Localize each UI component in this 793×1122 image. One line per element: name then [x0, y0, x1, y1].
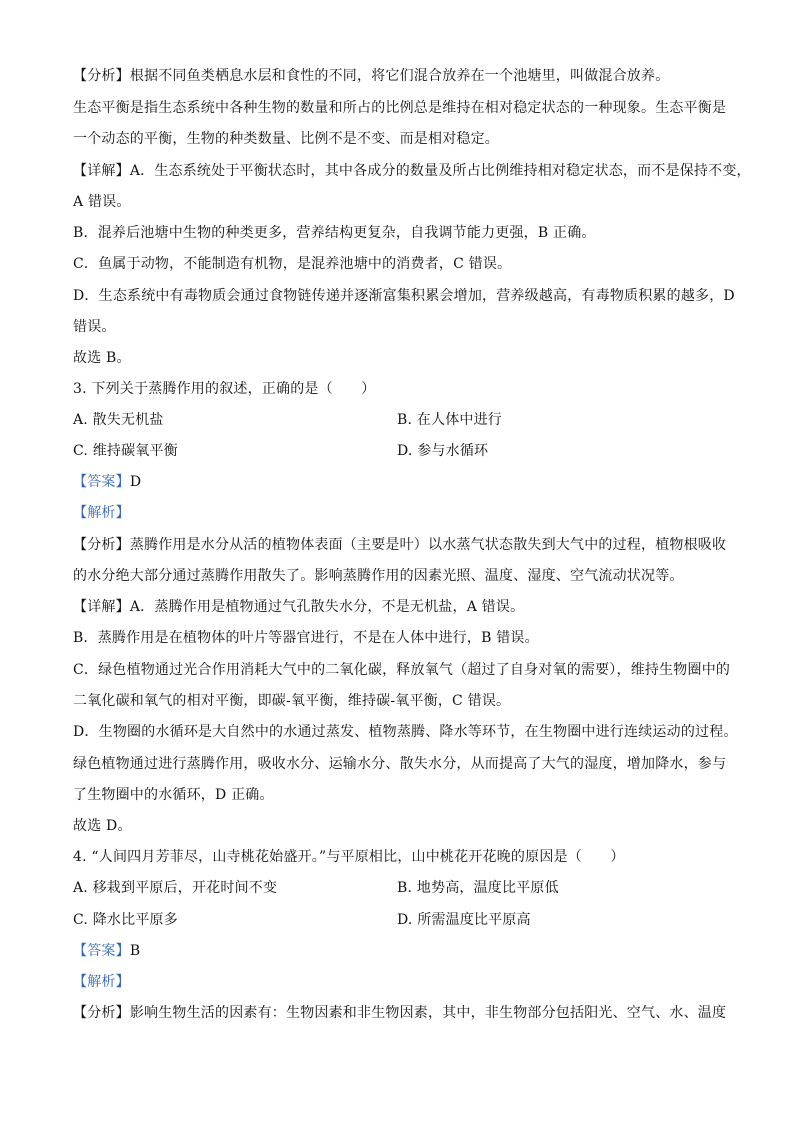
- text-line: C．鱼属于动物，不能制造有机物，是混养池塘中的消费者，C 错误。: [73, 256, 512, 272]
- section-tag: 【分析】: [73, 1005, 130, 1021]
- text-line: 【分析】根据不同鱼类栖息水层和食性的不同，将它们混合放养在一个池塘里，叫做混合放养。: [73, 68, 670, 84]
- analysis-tag: 【解析】: [73, 974, 130, 990]
- text-line: 二氧化碳和氧气的相对平衡，即碳-氧平衡，维持碳-氧平衡，C 错误。: [73, 693, 511, 709]
- q4-answer: 【答案】B: [73, 943, 141, 959]
- q3-option-c: C. 维持碳氧平衡: [73, 443, 178, 459]
- text-line: 故选 B。: [73, 350, 131, 366]
- text-line: 绿色植物通过进行蒸腾作用，吸收水分、运输水分、散失水分，从而提高了大气的湿度，增加降水，参与: [73, 756, 727, 772]
- q3-option-a: A. 散失无机盐: [73, 412, 164, 428]
- analysis-tag: 【解析】: [73, 505, 130, 521]
- text-line: 【详解】A．蒸腾作用是植物通过气孔散失水分，不是无机盐，A 错误。: [73, 599, 525, 615]
- section-tag: 【详解】: [73, 163, 130, 179]
- question-3-title: 3. 下列关于蒸腾作用的叙述，正确的是（ ）: [73, 381, 376, 397]
- text-line: 一个动态的平衡，生物的种类数量、比例不是不变、而是相对稳定。: [73, 131, 499, 147]
- q4-option-a: A. 移栽到平原后，开花时间不变: [73, 880, 278, 896]
- answer-tag: 【答案】: [73, 943, 130, 959]
- text-line: 了生物圈中的水循环，D 正确。: [73, 787, 274, 803]
- q3-option-b: B. 在人体中进行: [397, 412, 502, 428]
- section-tag: 【分析】: [73, 537, 130, 553]
- answer-tag: 【答案】: [73, 474, 130, 490]
- text-line: 的水分绝大部分通过蒸腾作用散失了。影响蒸腾作用的因素光照、温度、湿度、空气流动状况等。: [73, 568, 684, 584]
- text-line: C．绿色植物通过光合作用消耗大气中的二氧化碳，释放氧气（超过了自身对氧的需要），维持生物圈中的: [73, 662, 731, 678]
- text-line: 故选 D。: [73, 818, 132, 834]
- text-line: 错误。: [73, 319, 116, 335]
- q4-option-d: D. 所需温度比平原高: [397, 912, 531, 928]
- q4-option-c: C. 降水比平原多: [73, 912, 178, 928]
- text-line: B．混养后池塘中生物的种类更多，营养结构更复杂，自我调节能力更强，B 正确。: [73, 225, 596, 241]
- text-line: D．生物圈的水循环是大自然中的水通过蒸发、植物蒸腾、降水等环节，在生物圈中进行连续运动的过程。: [73, 724, 738, 740]
- q3-answer: 【答案】D: [73, 474, 142, 490]
- q3-analysis-heading: [73, 503, 727, 523]
- text-line: B．蒸腾作用是在植物体的叶片等器官进行，不是在人体中进行，B 错误。: [73, 630, 539, 646]
- text-line: 【详解】A．生态系统处于平衡状态时，其中各成分的数量及所占比例维持相对稳定状态，而不是保持不变，: [73, 163, 751, 179]
- text-line: A 错误。: [73, 194, 131, 210]
- q3-option-d: D. 参与水循环: [397, 443, 489, 459]
- text-line: 生态平衡是指生态系统中各种生物的数量和所占的比例总是维持在相对稳定状态的一种现象。生态平衡是: [73, 100, 727, 116]
- text-line: 【分析】蒸腾作用是水分从活的植物体表面（主要是叶）以水蒸气状态散失到大气中的过程，植物根吸收: [73, 537, 727, 553]
- text-line: D．生态系统中有毒物质会通过食物链传递并逐渐富集积累会增加，营养级越高，有毒物质积累的越多，D: [73, 288, 735, 304]
- question-4-title: 4. “人间四月芳菲尽，山寺桃花始盛开。”与平原相比，山中桃花开花晚的原因是（ ）: [73, 849, 625, 865]
- q4-option-b: B. 地势高，温度比平原低: [397, 880, 559, 896]
- section-tag: 【详解】: [73, 599, 130, 615]
- text-line: 【分析】影响生物生活的因素有：生物因素和非生物因素，其中，非生物部分包括阳光、空气、水、温度: [73, 1005, 727, 1021]
- q4-analysis-heading: [73, 972, 727, 992]
- section-tag: 【分析】: [73, 68, 130, 84]
